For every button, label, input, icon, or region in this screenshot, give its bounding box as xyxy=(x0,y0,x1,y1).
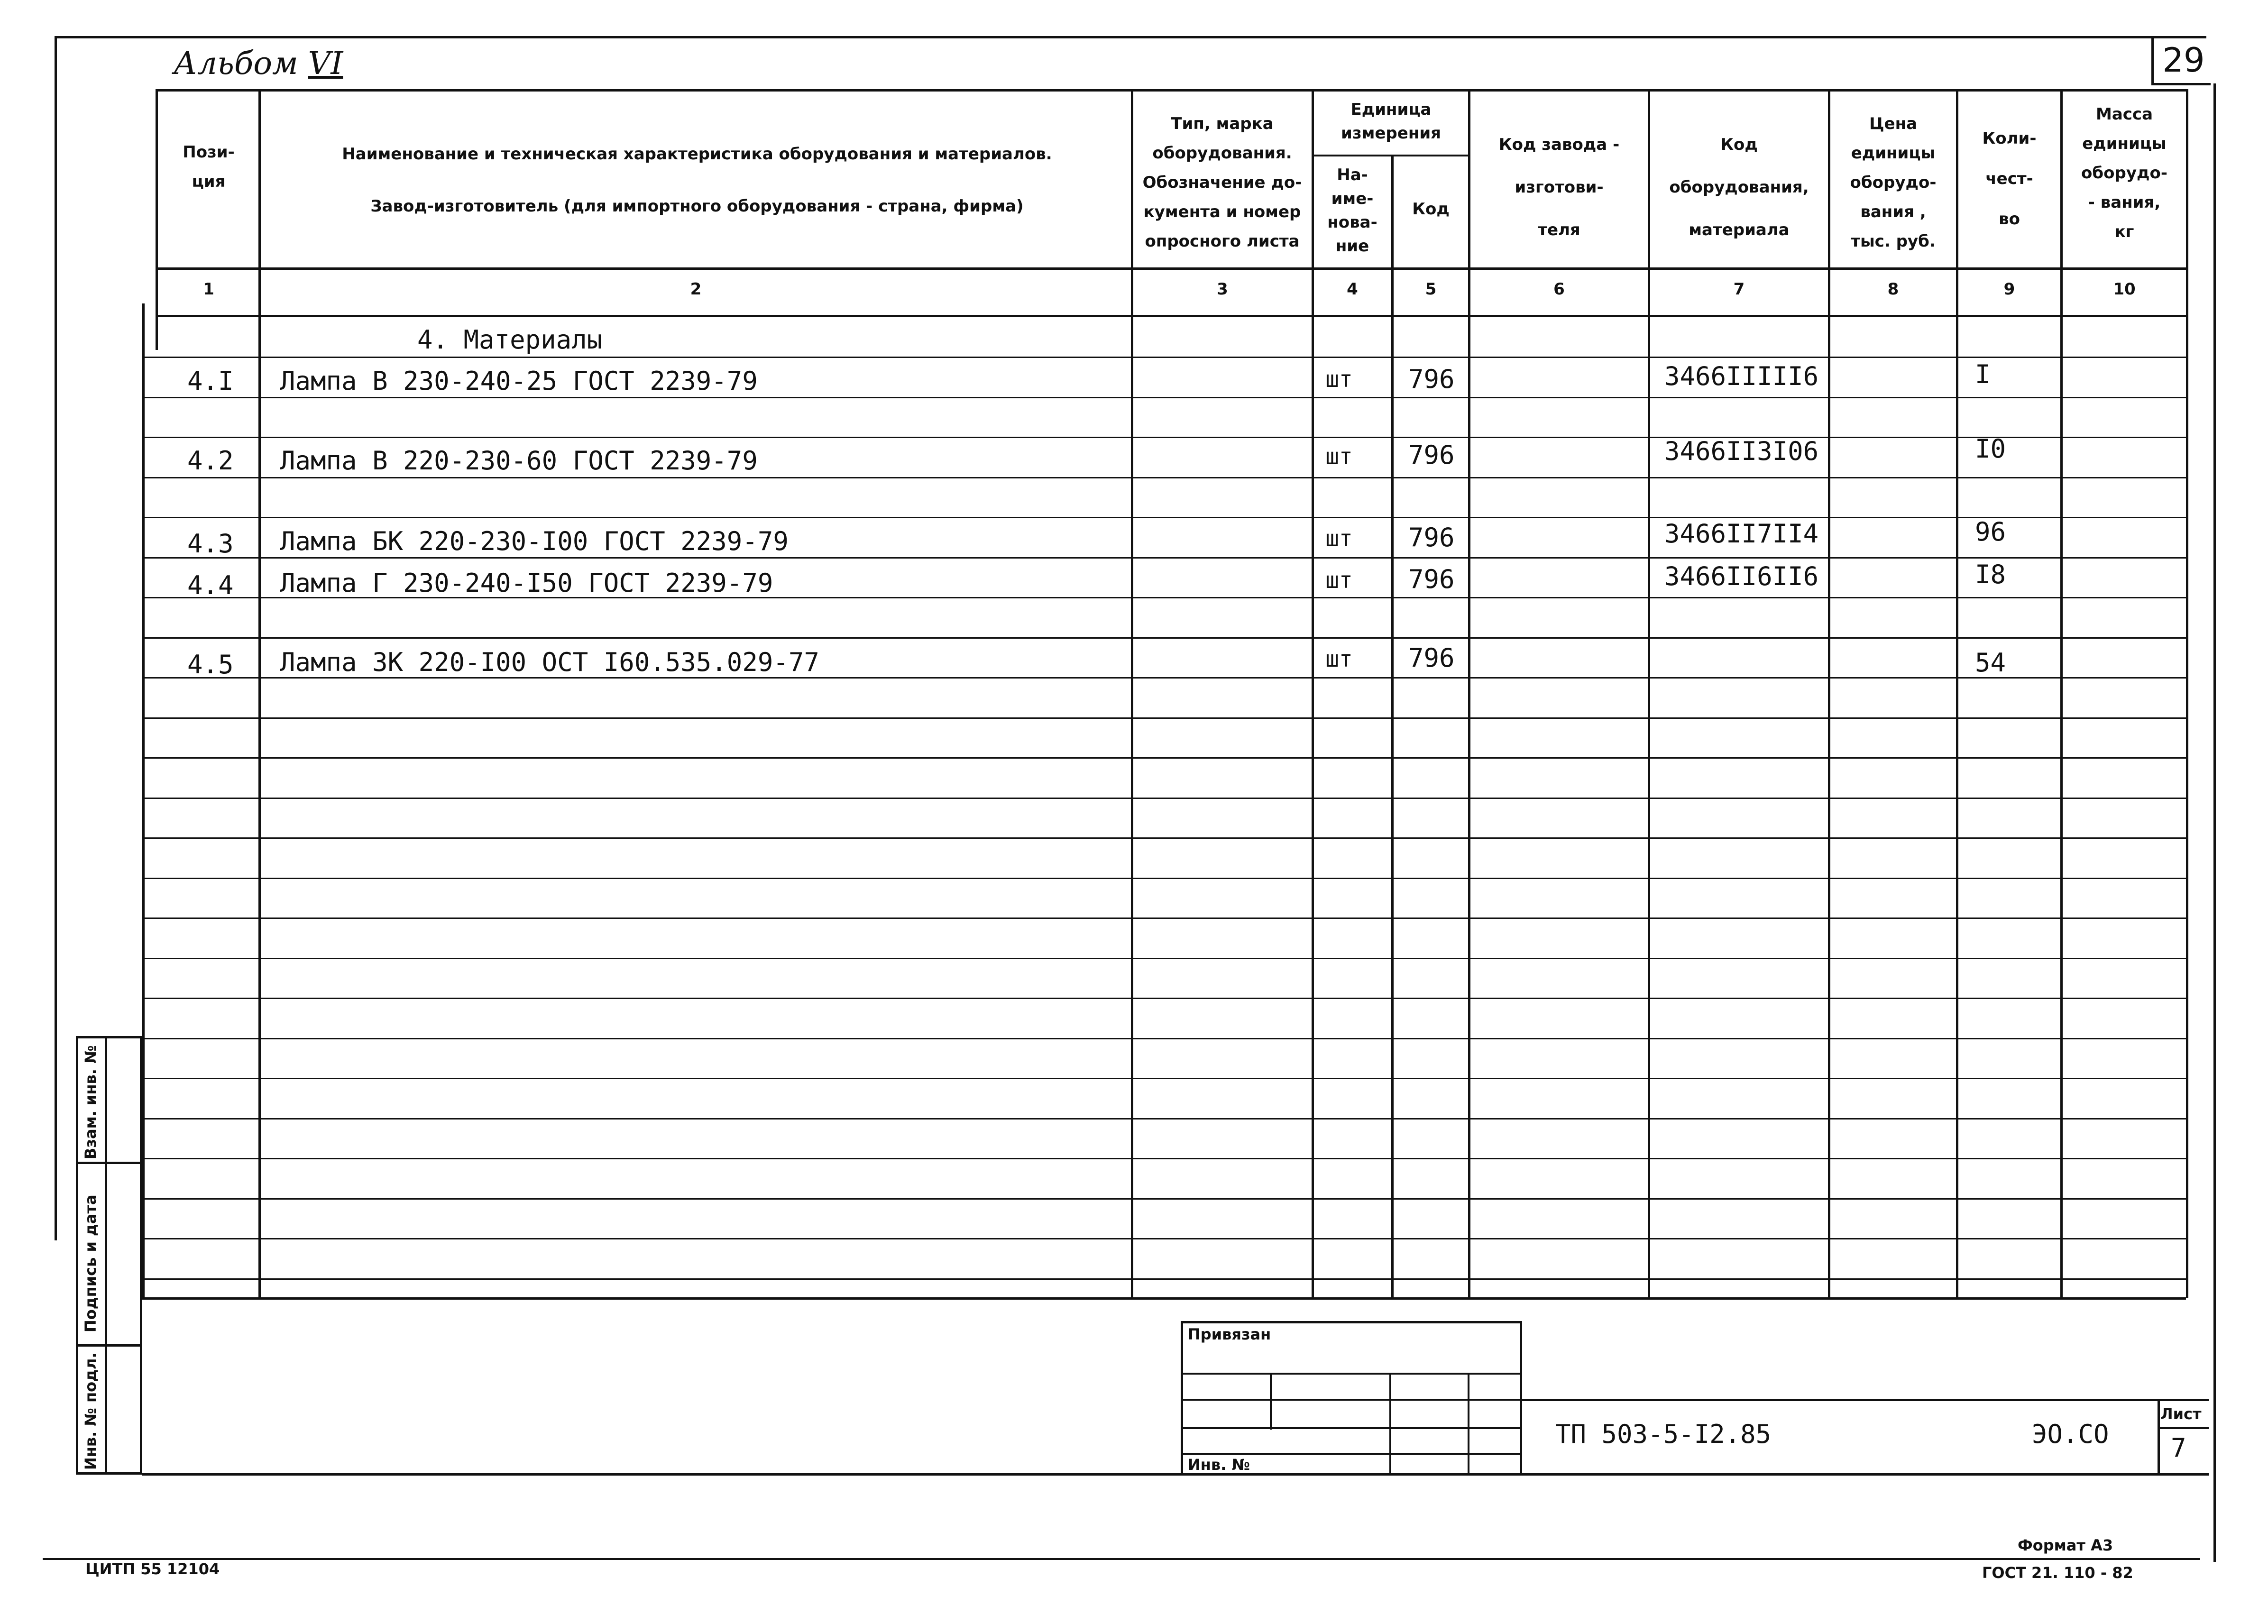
col-number-2: 2 xyxy=(690,280,702,299)
row-equip-code: 3466II7II4 xyxy=(1664,519,1819,549)
col-line-5 xyxy=(1468,89,1470,1298)
frame-left xyxy=(55,36,57,1240)
header-col1: Пози- ция xyxy=(183,143,235,191)
ruling-line xyxy=(145,717,2186,719)
col-number-8: 8 xyxy=(1887,280,1899,299)
col-number-1: 1 xyxy=(203,280,214,299)
album-word: Альбом xyxy=(174,45,298,82)
header-col7: Код оборудования, материала xyxy=(1669,135,1809,239)
frame-top xyxy=(55,36,2206,38)
header-bottom xyxy=(156,267,2186,270)
row-qty: I8 xyxy=(1975,560,2006,589)
ruling-line xyxy=(145,437,2186,438)
header-col4: На- име- нова- ние xyxy=(1327,165,1377,256)
col-line-6 xyxy=(1648,89,1650,1298)
ruling-line xyxy=(145,1238,2186,1239)
ruling-line xyxy=(145,677,2186,679)
ruling-line xyxy=(145,1118,2186,1119)
table-right-edge xyxy=(2186,89,2188,1298)
side-label-podpis: Подпись и дата xyxy=(82,1194,100,1332)
privyazan-label: Привязан xyxy=(1188,1325,1271,1343)
ruling-line xyxy=(145,958,2186,959)
ruling-line xyxy=(145,1038,2186,1039)
unit-group-divider xyxy=(1312,155,1470,156)
row-code: 796 xyxy=(1408,564,1455,594)
col-line-4 xyxy=(1391,155,1394,1298)
col-line-2 xyxy=(1131,89,1133,1298)
header-col9: Коли- чест- во xyxy=(1982,129,2037,229)
header-col6: Код завода - изготови- теля xyxy=(1498,135,1620,239)
privyazan-h1 xyxy=(1181,1373,1522,1375)
frame-bottom-outer xyxy=(43,1558,2200,1560)
footer-format: Формат А3 xyxy=(2018,1536,2113,1554)
header-col5: Код xyxy=(1412,200,1450,219)
row-name: Лампа В 230-240-25 ГОСТ 2239-79 xyxy=(280,366,758,396)
privyazan-h2 xyxy=(1181,1399,1522,1401)
ruling-line xyxy=(145,357,2186,358)
ruling-line xyxy=(145,1278,2186,1280)
privyazan-v2 xyxy=(1389,1373,1391,1475)
privyazan-h3 xyxy=(1181,1427,1522,1429)
table-top xyxy=(156,89,2186,92)
col-number-10: 10 xyxy=(2113,280,2136,299)
col-number-4: 4 xyxy=(1347,280,1358,299)
ruling-line xyxy=(145,1078,2186,1079)
col-line-3 xyxy=(1312,89,1314,1298)
privyazan-v1 xyxy=(1270,1373,1272,1430)
ruling-line xyxy=(145,397,2186,398)
row-equip-code: 3466IIIII6 xyxy=(1664,361,1819,391)
row-position: 4.3 xyxy=(187,529,234,559)
sheet-box-divider xyxy=(2158,1427,2209,1429)
col-line-1 xyxy=(258,89,261,1298)
row-name: Лампа БК 220-230-I00 ГОСТ 2239-79 xyxy=(280,526,789,556)
ruling-line xyxy=(145,637,2186,639)
ruling-line xyxy=(145,517,2186,518)
side-stamp-div1 xyxy=(76,1162,142,1164)
row-unit: шт xyxy=(1325,443,1353,470)
ruling-line xyxy=(145,757,2186,759)
ruling-line xyxy=(145,1198,2186,1200)
col-line-7 xyxy=(1828,89,1830,1298)
col-number-3: 3 xyxy=(1217,280,1228,299)
row-unit: шт xyxy=(1325,366,1353,393)
row-code: 796 xyxy=(1408,643,1455,673)
side-label-inv: Инв. № подл. xyxy=(82,1352,100,1470)
row-qty: I xyxy=(1975,359,1991,389)
sheet-label: Лист xyxy=(2160,1405,2202,1423)
row-unit: шт xyxy=(1325,646,1353,672)
side-label-vzam: Взам. инв. № xyxy=(82,1045,100,1159)
table-bottom xyxy=(142,1297,2186,1300)
album-label xyxy=(174,45,343,82)
row-code: 796 xyxy=(1408,440,1455,470)
header-col10: Масса единицы оборудо- - вания, кг xyxy=(2081,105,2167,241)
ruling-line xyxy=(145,477,2186,478)
sheet-number: 7 xyxy=(2171,1433,2186,1463)
ruling-line xyxy=(145,918,2186,919)
header-unit-group: Единица измерения xyxy=(1341,100,1441,143)
row-qty: 54 xyxy=(1975,648,2006,678)
ruling-line xyxy=(145,878,2186,879)
row-qty: 96 xyxy=(1975,517,2006,547)
sheet-left-edge xyxy=(142,303,145,1299)
album-volume: VI xyxy=(308,45,343,82)
stamp-bottom xyxy=(142,1473,2209,1476)
row-name: Лампа ЗК 220-I00 ОСТ I60.535.029-77 xyxy=(280,647,819,677)
footer-left: ЦИТП 55 12104 xyxy=(85,1560,220,1578)
privyazan-h4 xyxy=(1181,1453,1522,1455)
row-name: Лампа В 220-230-60 ГОСТ 2239-79 xyxy=(280,446,758,476)
row-name: Лампа Г 230-240-I50 ГОСТ 2239-79 xyxy=(280,568,773,598)
header-col2: Наименование и техническая характеристика оборудования и материалов. Завод-изготовитель (для импортного оборудования - страна, фирма) xyxy=(342,145,1052,216)
table-left-edge xyxy=(156,89,158,350)
ruling-line xyxy=(145,998,2186,999)
row-position: 4.I xyxy=(187,366,234,396)
row-position: 4.2 xyxy=(187,446,234,476)
col-line-8 xyxy=(1956,89,1958,1298)
col-number-6: 6 xyxy=(1553,280,1565,299)
col-number-5: 5 xyxy=(1425,280,1437,299)
col-number-9: 9 xyxy=(2003,280,2015,299)
title-block-top xyxy=(1522,1399,2209,1401)
col-line-9 xyxy=(2060,89,2063,1298)
page-number: 29 xyxy=(2162,41,2205,80)
header-col8: Цена единицы оборудо- вания , тыс. руб. xyxy=(1850,114,1937,251)
row-equip-code: 3466II3I06 xyxy=(1664,436,1819,466)
section-code: ЭО.СО xyxy=(2032,1419,2109,1449)
row-qty: I0 xyxy=(1975,434,2006,464)
privyazan-v3 xyxy=(1468,1373,1469,1475)
ruling-line xyxy=(145,557,2186,559)
row-position: 4.4 xyxy=(187,570,234,600)
row-unit: шт xyxy=(1325,525,1353,552)
ruling-line xyxy=(145,837,2186,839)
row-code: 796 xyxy=(1408,523,1455,552)
side-stamp-inner xyxy=(105,1036,107,1475)
row-code: 796 xyxy=(1408,364,1455,394)
inv-no-label: Инв. № xyxy=(1188,1456,1250,1474)
header-col3: Тип, марка оборудования. Обозначение до- кумента и номер опросного листа xyxy=(1142,114,1302,251)
footer-gost: ГОСТ 21. 110 - 82 xyxy=(1982,1564,2133,1582)
numbers-bottom xyxy=(156,315,2186,317)
section-title: 4. Материалы xyxy=(417,325,603,355)
row-equip-code: 3466II6II6 xyxy=(1664,561,1819,591)
row-position: 4.5 xyxy=(187,650,234,679)
side-stamp-div2 xyxy=(76,1344,142,1347)
row-unit: шт xyxy=(1325,567,1353,594)
doc-code: ТП 503-5-I2.85 xyxy=(1555,1419,1772,1449)
col-number-7: 7 xyxy=(1733,280,1745,299)
ruling-line xyxy=(145,1158,2186,1159)
ruling-line xyxy=(145,798,2186,799)
frame-right-outer xyxy=(2213,83,2216,1562)
